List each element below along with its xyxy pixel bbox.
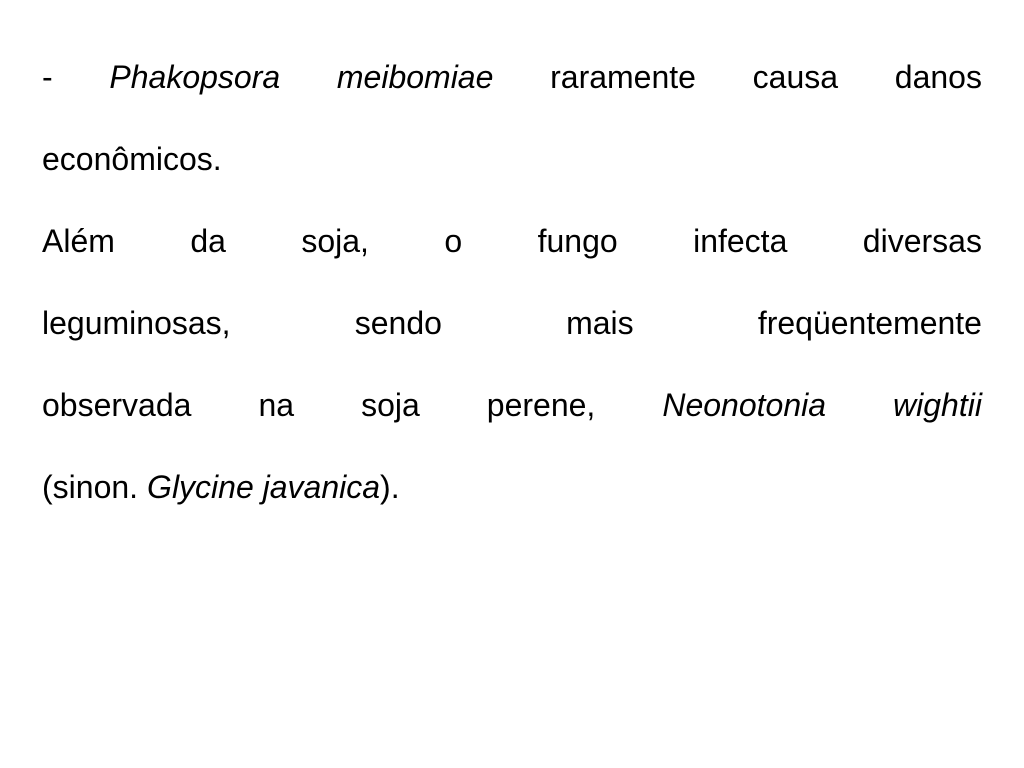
word: observada [42, 387, 192, 423]
synonym-suffix: ). [380, 469, 400, 505]
word: causa [752, 59, 839, 95]
text-line [42, 364, 982, 446]
word: leguminosas, [42, 305, 231, 341]
word: da [190, 223, 226, 259]
word: sendo [354, 305, 442, 341]
synonym-prefix: (sinon. [42, 469, 139, 505]
text-line [42, 118, 982, 200]
word: perene, [486, 387, 596, 423]
word: raramente [550, 59, 696, 95]
word: soja [361, 387, 420, 423]
text-line [42, 36, 982, 118]
species-name-genus: Phakopsora [109, 59, 281, 95]
species-name-epithet: meibomiae [336, 59, 494, 95]
species-name-synonym: Glycine javanica [147, 469, 381, 505]
word: fungo [537, 223, 618, 259]
word: o [444, 223, 463, 259]
word: mais [566, 305, 634, 341]
word: diversas [862, 223, 982, 259]
word: econômicos. [42, 141, 222, 177]
word: soja, [301, 223, 369, 259]
species-name-epithet: wightii [893, 387, 982, 423]
text-line [42, 282, 982, 364]
text-line [42, 446, 982, 528]
bullet-dash: - [42, 59, 53, 95]
synonym-group [147, 446, 400, 528]
word: na [258, 387, 295, 423]
slide-text-body [42, 36, 982, 528]
word: infecta [693, 223, 788, 259]
word: freqüentemente [757, 305, 982, 341]
text-line [42, 200, 982, 282]
species-name-genus: Neonotonia [662, 387, 827, 423]
word: Além [42, 223, 115, 259]
word: danos [894, 59, 982, 95]
